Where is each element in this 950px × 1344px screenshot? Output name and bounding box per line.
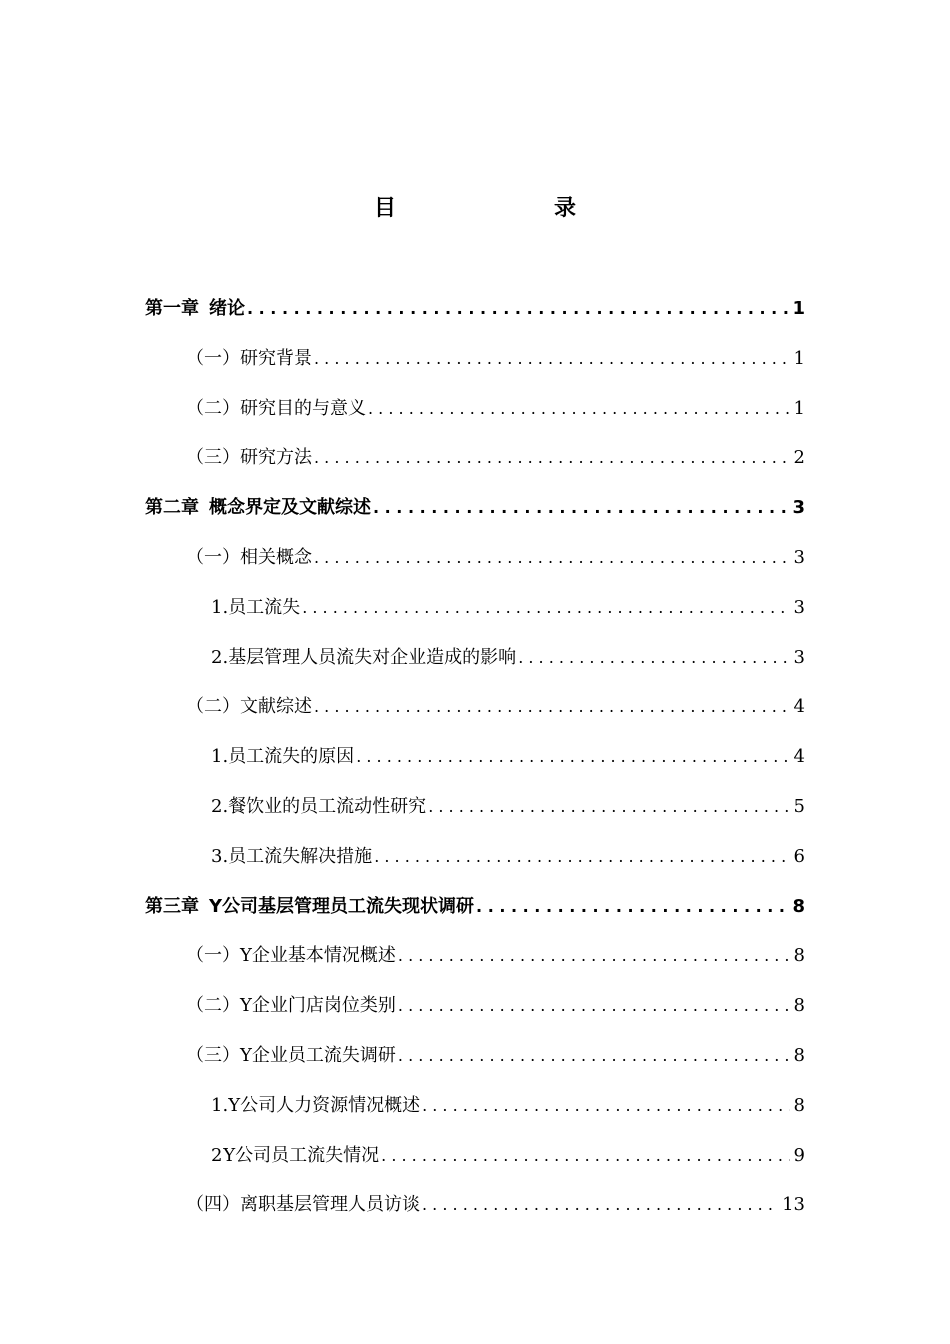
toc-dot-leader <box>476 893 788 921</box>
toc-entry[interactable] <box>0 893 950 943</box>
toc-entry-page: 8 <box>792 895 805 917</box>
toc-entry[interactable] <box>0 1042 950 1092</box>
toc-entry-title: 研究方法 <box>240 447 312 469</box>
toc-entry[interactable] <box>0 1142 950 1192</box>
toc-entry-page: 8 <box>793 995 805 1017</box>
toc-dot-leader <box>428 793 789 821</box>
toc-entry[interactable] <box>0 295 950 345</box>
toc-entry-title: 相关概念 <box>240 546 312 568</box>
toc-entry-page: 2 <box>793 447 805 469</box>
toc-entry[interactable] <box>0 1191 950 1241</box>
toc-entry-title: 文献综述 <box>240 696 312 718</box>
toc-entry[interactable] <box>0 594 950 644</box>
toc-entry-page: 8 <box>793 1044 805 1066</box>
toc-entry-page: 1 <box>792 298 805 319</box>
toc-entry-title: Y企业基本情况概述 <box>240 945 396 967</box>
table-of-contents <box>0 295 950 1241</box>
toc-entry-page: 4 <box>793 746 805 768</box>
toc-entry-number: （四） <box>186 1194 240 1216</box>
toc-entry-number: 第二章 <box>145 497 199 519</box>
toc-entry[interactable] <box>0 395 950 445</box>
toc-entry-number: （一） <box>186 945 240 967</box>
toc-entry-number: （二） <box>186 696 240 718</box>
toc-dot-leader <box>302 594 789 622</box>
toc-dot-leader <box>398 992 790 1020</box>
toc-entry-title: Y公司人力资源情况概述 <box>228 1094 421 1116</box>
toc-entry-number: 2. <box>211 646 229 668</box>
toc-entry[interactable] <box>0 494 950 544</box>
toc-entry-title: 绪论 <box>209 298 245 319</box>
toc-entry-page: 8 <box>793 945 805 967</box>
toc-entry[interactable] <box>0 644 950 694</box>
toc-entry-number: （三） <box>186 447 240 469</box>
toc-dot-leader <box>314 444 790 472</box>
toc-dot-leader <box>374 843 789 871</box>
toc-entry-number: 第三章 <box>145 895 199 917</box>
toc-entry-number: 1. <box>211 1094 229 1116</box>
toc-entry-page: 8 <box>793 1094 805 1116</box>
toc-entry-title: 餐饮业的员工流动性研究 <box>228 795 427 817</box>
toc-entry[interactable] <box>0 1092 950 1142</box>
toc-entry[interactable] <box>0 992 950 1042</box>
toc-entry-title: Y企业门店岗位类别 <box>240 995 396 1017</box>
toc-entry-title: 员工流失的原因 <box>228 746 355 768</box>
toc-entry-page: 1 <box>793 397 805 419</box>
toc-entry-number: （一） <box>186 347 240 369</box>
toc-entry-number: （二） <box>186 995 240 1017</box>
toc-entry-number: 2 <box>211 1144 223 1166</box>
page-title: 目 录 <box>373 196 614 221</box>
toc-entry-page: 3 <box>792 497 805 519</box>
toc-dot-leader <box>373 494 788 522</box>
toc-entry-number: （二） <box>186 397 240 419</box>
toc-entry-title: Y公司基层管理员工流失现状调研 <box>209 895 475 917</box>
toc-entry-number: （三） <box>186 1044 240 1066</box>
toc-entry[interactable] <box>0 345 950 395</box>
toc-entry-number: 1. <box>211 596 229 618</box>
toc-entry[interactable] <box>0 743 950 793</box>
toc-entry-number: 2. <box>211 795 229 817</box>
toc-entry-page: 3 <box>793 646 805 668</box>
toc-entry[interactable] <box>0 942 950 992</box>
toc-entry-page: 3 <box>793 596 805 618</box>
toc-entry-page: 6 <box>793 845 805 867</box>
toc-dot-leader <box>356 743 789 771</box>
toc-entry-number: 第一章 <box>145 298 199 319</box>
toc-entry-page: 4 <box>793 696 805 718</box>
toc-entry-title: 研究目的与意义 <box>240 397 366 419</box>
toc-entry-title: Y企业员工流失调研 <box>240 1044 396 1066</box>
toc-entry-title: 概念界定及文献综述 <box>209 497 371 519</box>
toc-entry-number: 3. <box>211 845 229 867</box>
toc-entry-page: 9 <box>793 1144 805 1166</box>
toc-dot-leader <box>247 295 788 323</box>
toc-entry-number: （一） <box>186 546 240 568</box>
toc-dot-leader <box>518 644 789 672</box>
toc-entry-title: 员工流失解决措施 <box>228 845 373 867</box>
toc-entry-number: 1. <box>211 746 229 768</box>
toc-entry-page: 1 <box>793 347 805 369</box>
toc-entry[interactable] <box>0 693 950 743</box>
toc-dot-leader <box>422 1191 778 1219</box>
toc-entry[interactable] <box>0 544 950 594</box>
toc-entry[interactable] <box>0 444 950 494</box>
toc-entry[interactable] <box>0 843 950 893</box>
toc-entry-title: 员工流失 <box>228 596 301 618</box>
toc-entry-title: 基层管理人员流失对企业造成的影响 <box>228 646 517 668</box>
toc-entry-title: 研究背景 <box>240 347 312 369</box>
toc-dot-leader <box>314 544 790 572</box>
toc-entry-page: 5 <box>793 795 805 817</box>
toc-dot-leader <box>368 395 790 423</box>
toc-entry-page: 13 <box>782 1194 805 1216</box>
toc-dot-leader <box>398 1042 790 1070</box>
toc-entry-title: Y公司员工流失情况 <box>223 1144 380 1166</box>
toc-entry-page: 3 <box>793 546 805 568</box>
toc-dot-leader <box>422 1092 789 1120</box>
toc-entry[interactable] <box>0 793 950 843</box>
toc-entry-title: 离职基层管理人员访谈 <box>240 1194 420 1216</box>
toc-dot-leader <box>398 942 790 970</box>
toc-dot-leader <box>314 693 790 721</box>
toc-dot-leader <box>314 345 790 373</box>
toc-dot-leader <box>381 1142 789 1170</box>
